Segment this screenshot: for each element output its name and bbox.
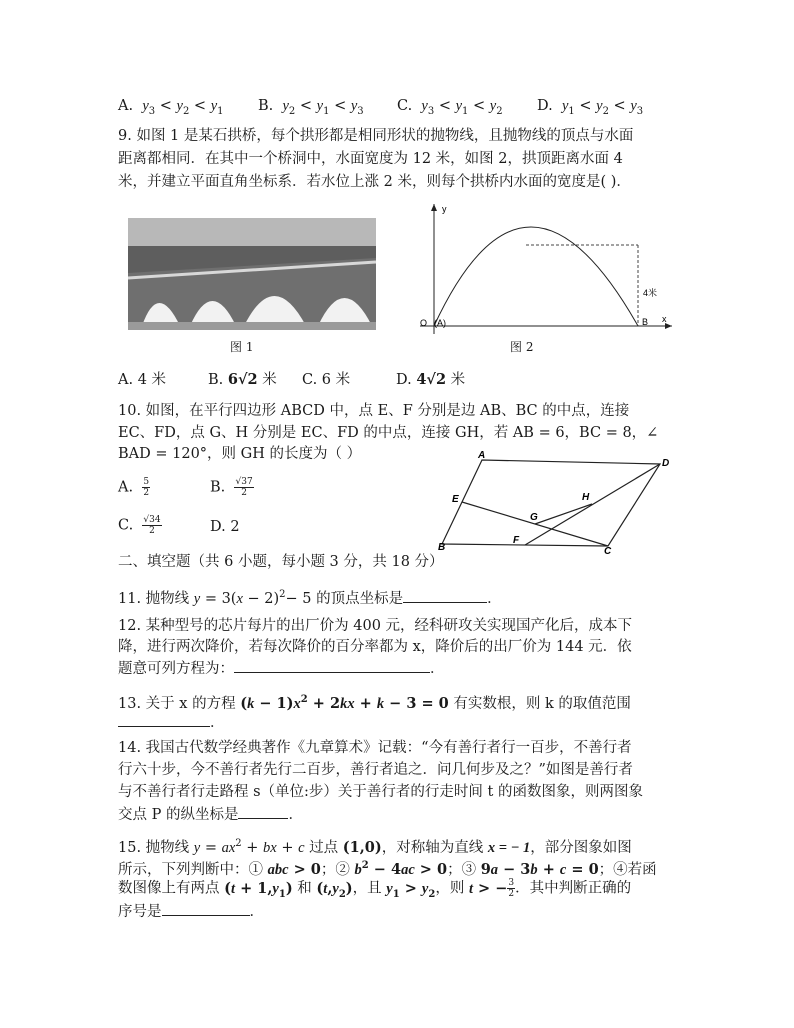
q10-option-a: A. $\frac{5}{2}$ xyxy=(118,477,150,498)
label-c: C xyxy=(604,546,612,554)
q12-answer-blank xyxy=(234,658,430,673)
q15-line-4: 序号是 ． xyxy=(118,901,264,922)
q15-line-1: 15. 抛物线 $y = ax^2$ + bx + c 过点 (1,0)，对称轴为直线 x = − 1，部分图象如图 xyxy=(118,838,632,856)
q9-line-1: 9. 如图 1 是某石拱桥，每个拱形都是相同形状的抛物线，且抛物线的顶点与水面 xyxy=(118,128,634,144)
q13-line-2: ． xyxy=(118,712,225,733)
q9-line-3: 米，并建立平面直角坐标系．若水位上涨 2 米，则每个拱桥内水面的宽度是( )． xyxy=(118,174,631,190)
q15-line-2: 所示，下列判断中：① abc > 0；② $b^2 - 4ac > 0$；③ 9a − 3b + c = 0；④若函 xyxy=(118,860,657,878)
q14-answer-blank xyxy=(238,804,288,819)
q10-option-b: B. $\frac{√37}{2}$ xyxy=(210,477,253,498)
q8-option-d: D. $y_1 < y_2 < y_3$ xyxy=(537,98,644,117)
q10-line-3: BAD = 120°，则 GH 的长度为（ ） xyxy=(118,446,362,462)
q13-line-1: 13. 关于 x 的方程 $(k - 1)x^2 + 2kx + k - 3 = 0$ 有实数根，则 k 的取值范围 xyxy=(118,694,631,712)
q8-option-c: C. $y_3 < y_1 < y_2$ xyxy=(397,98,503,117)
label-e: E xyxy=(452,494,459,505)
q10-option-d: D. 2 xyxy=(210,519,240,535)
label-a: A xyxy=(478,450,486,461)
q11: 11. 抛物线 $y = 3(x - 2)^2- 5$ 的顶点坐标是 ． xyxy=(118,589,502,607)
q9-option-d: D. 4√2 米 xyxy=(396,371,466,388)
label-h: H xyxy=(582,492,590,503)
figure-2-caption: 图 2 xyxy=(510,340,534,354)
figure-1-bridge-photo xyxy=(128,218,376,330)
q10-parallelogram-figure xyxy=(438,448,678,554)
q8-option-a: A. $y_3 < y_2 < y_1$ xyxy=(118,98,224,117)
label-b: B xyxy=(438,542,446,553)
label-d: D xyxy=(662,458,670,469)
q14-line-4: 交点 P 的纵坐标是 ． xyxy=(118,804,303,825)
fig2-height-label: 4米 xyxy=(643,288,658,298)
q12-line-3: 题意可列方程为： ． xyxy=(118,658,445,679)
fig2-point-a-label: (A) xyxy=(434,318,446,328)
q14-line-1: 14. 我国古代数学经典著作《九章算术》记载：“今有善行者行一百步，不善行者 xyxy=(118,740,632,756)
q9-line-2: 距离都相同．在其中一个桥洞中，水面宽度为 12 米，如图 2，拱顶距离水面 4 xyxy=(118,151,623,167)
q14-line-3: 与不善行者行走路程 s（单位:步）关于善行者的行走时间 t 的函数图象，则两图象 xyxy=(118,784,643,800)
q14-line-2: 行六十步，今不善行者先行二百步，善行者追之．问几何步及之？”如图是善行者 xyxy=(118,762,633,778)
q15-line-3: 数图像上有两点 $(t + 1,y_1)$ 和 $(t,y_2)$，且 $y_1 > y_2$，则 t > − $\frac{3}{2}$ ．其中判断正确的 xyxy=(118,878,632,900)
figure-1-caption: 图 1 xyxy=(230,340,254,354)
fig2-y-axis-label: y xyxy=(442,204,447,214)
label-g: G xyxy=(530,512,538,523)
fig2-point-b-label: B xyxy=(642,317,649,327)
q11-answer-blank xyxy=(403,588,487,603)
q12-line-1: 12. 某种型号的芯片每片的出厂价为 400 元，经科研攻关实现国产化后，成本下 xyxy=(118,618,633,634)
q9-option-a: A. 4 米 xyxy=(118,372,167,388)
q10-line-1: 10. 如图，在平行四边形 ABCD 中，点 E、F 分别是边 AB、BC 的中点，连接 xyxy=(118,403,630,419)
label-f: F xyxy=(513,535,520,546)
section-2-title: 二、填空题（共 6 小题，每小题 3 分，共 18 分） xyxy=(118,554,444,570)
fig2-x-axis-label: x xyxy=(662,314,667,324)
q12-line-2: 降，进行两次降价，若每次降价的百分率都为 x，降价后的出厂价为 144 元．依 xyxy=(118,639,632,655)
q9-option-c: C. 6 米 xyxy=(302,372,351,388)
q10-option-c: C. $\frac{√34}{2}$ xyxy=(118,515,161,536)
q10-line-2: EC、FD，点 G、H 分别是 EC、FD 的中点，连接 GH，若 AB = 6，BC = 8，∠ xyxy=(118,425,659,441)
fig2-origin-label: O xyxy=(420,318,428,328)
figure-2-parabola xyxy=(410,198,678,338)
q8-option-b: B. $y_2 < y_1 < y_3$ xyxy=(258,98,364,117)
q9-option-b: B. 6√2 米 xyxy=(208,371,277,388)
q15-answer-blank xyxy=(162,901,250,916)
q13-answer-blank xyxy=(118,712,210,727)
